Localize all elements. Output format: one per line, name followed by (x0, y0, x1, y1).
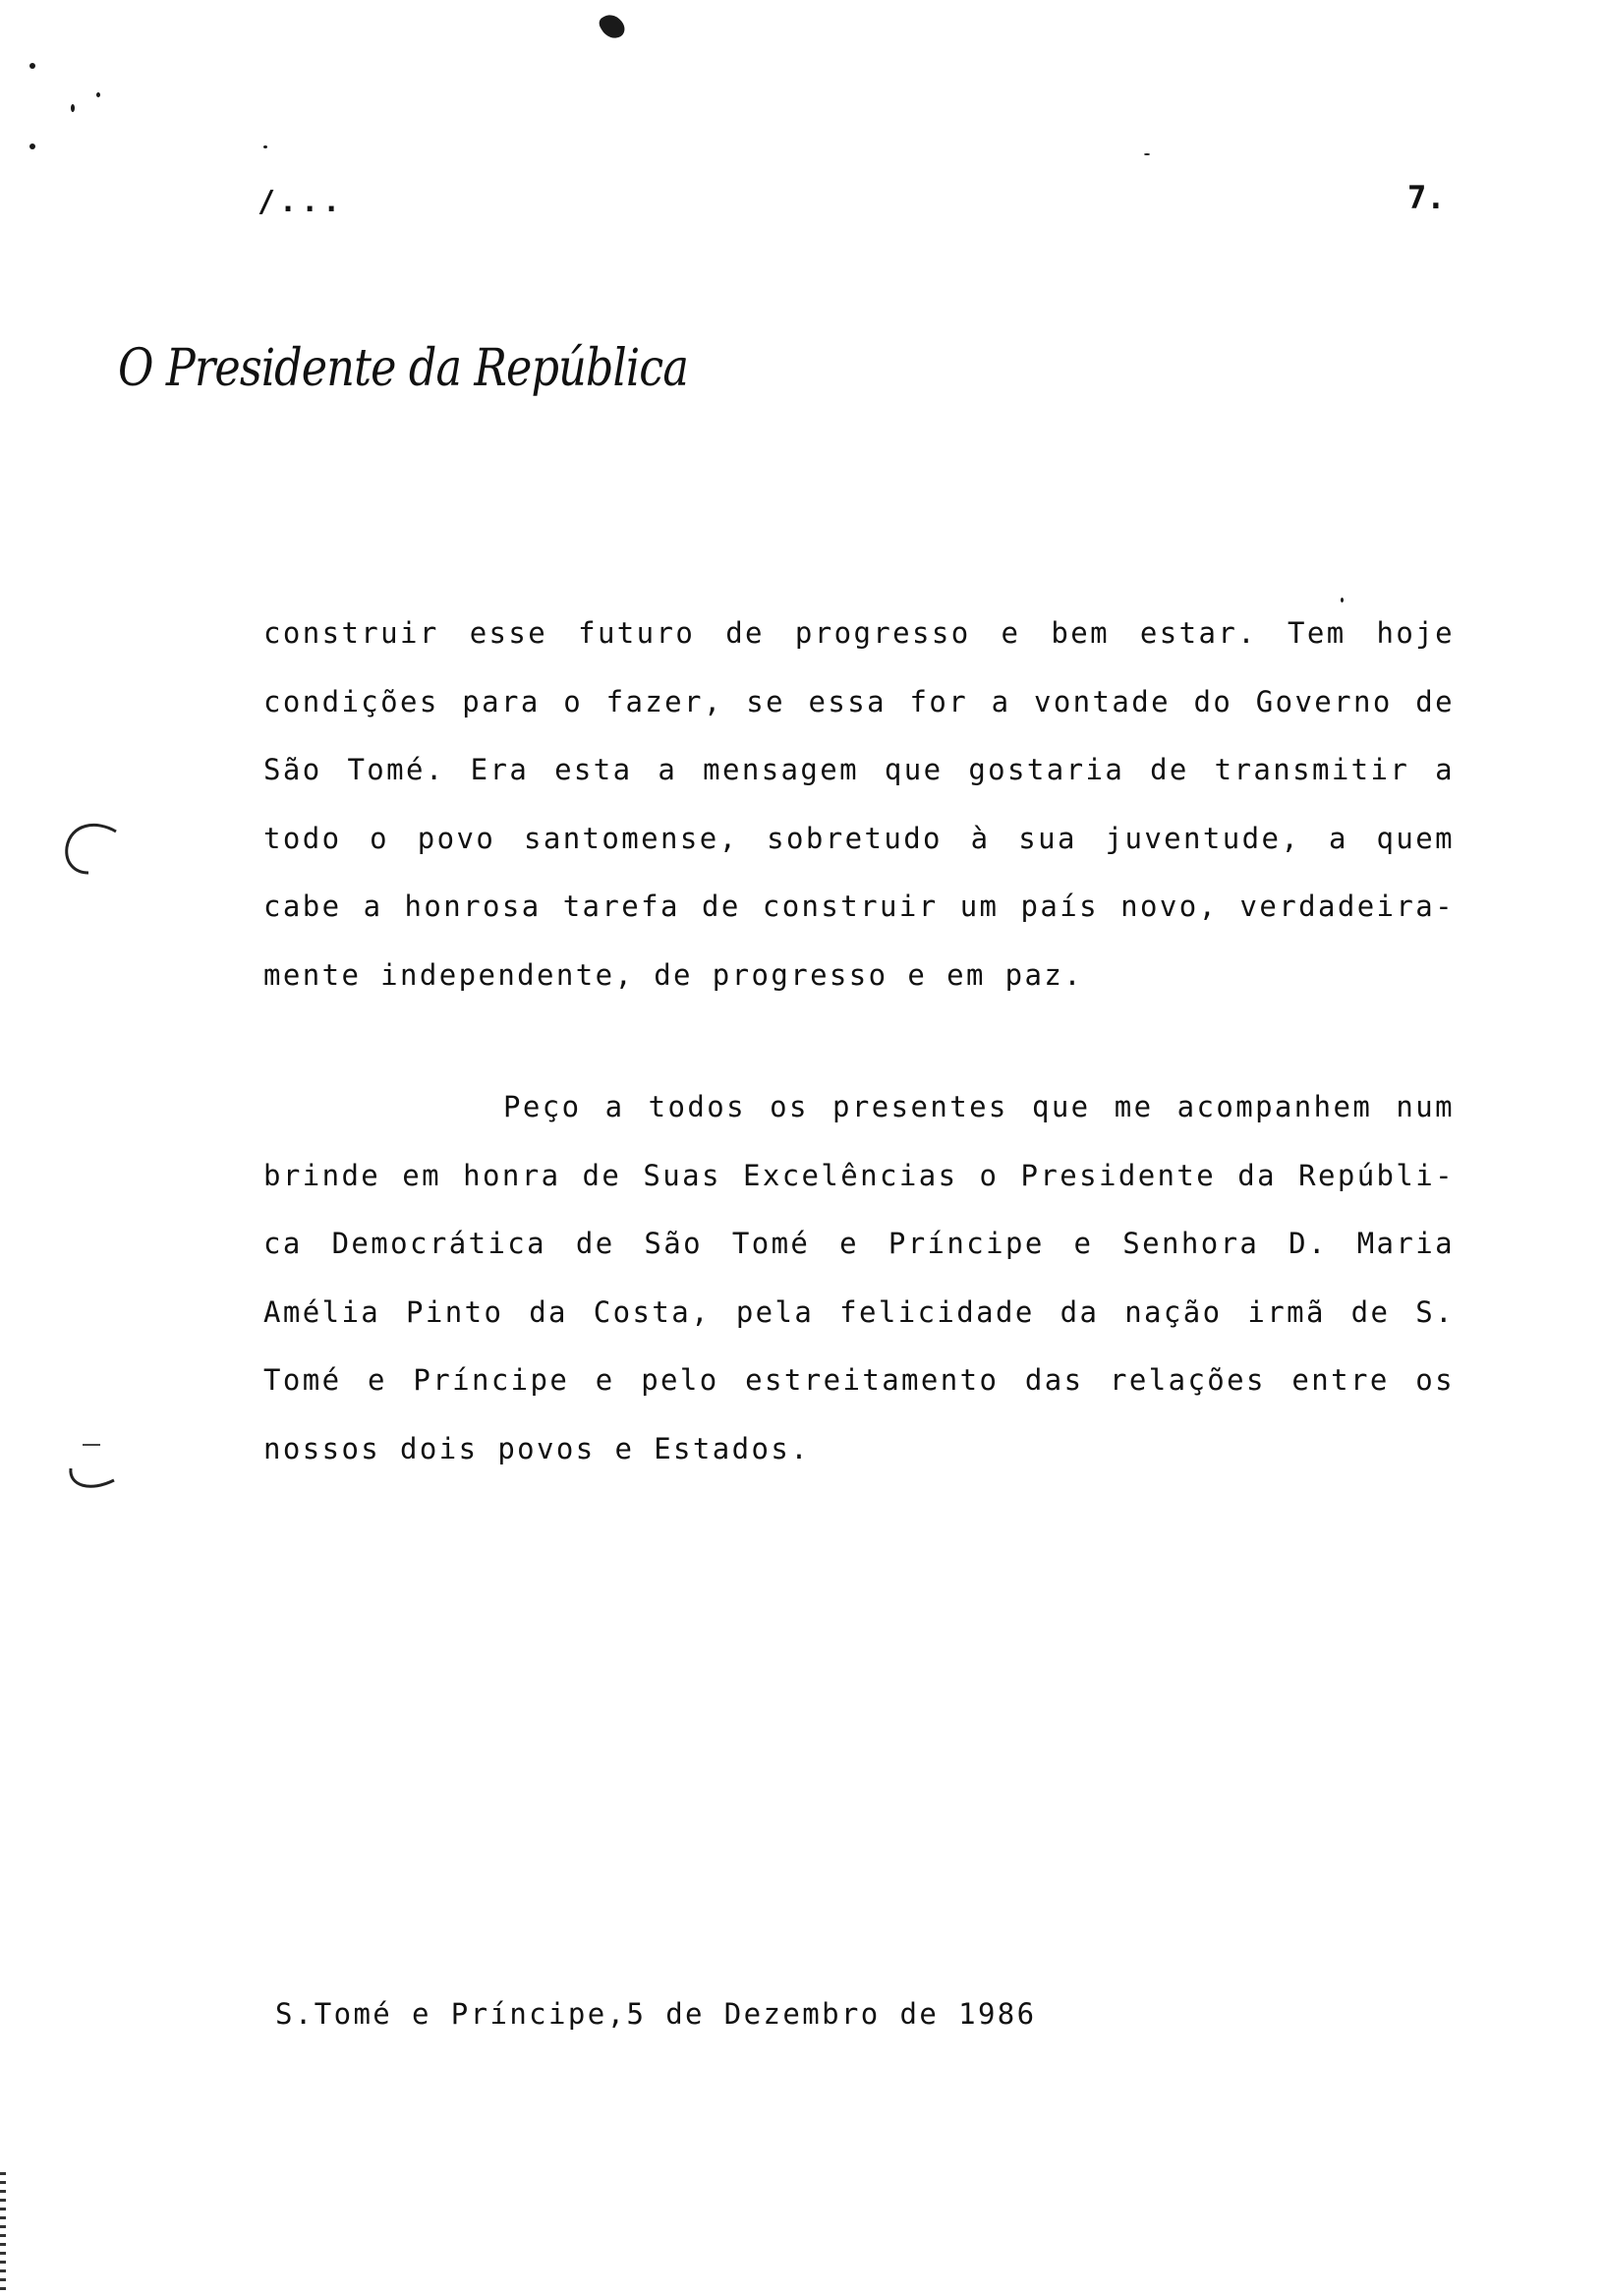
continuation-mark: /... (258, 185, 345, 219)
scan-speck (597, 10, 628, 43)
hole-punch-mark (61, 1435, 130, 1504)
scan-speck (29, 63, 35, 69)
body-paragraph: Peço a todos os presentes que me acompanhem num brinde em honra de Suas Excelências o Presidente da Repúbli-ca Democrática de São Tomé e Príncipe e Senhora D. Maria Amélia Pinto da Costa, pela felicidade da nação irmã de S. Tomé e Príncipe e pelo estreitamento das relações entre os nossos dois povos e Estados. (263, 1090, 1455, 1465)
scan-speck (29, 144, 35, 149)
page-number: 7. (1407, 179, 1446, 216)
scan-speck (96, 92, 100, 97)
scan-edge-mark (0, 2172, 6, 2296)
hole-punch-mark (57, 820, 126, 879)
scan-speck (71, 104, 75, 112)
body-paragraph: construir esse futuro de progresso e bem estar. Tem hoje condições para o fazer, se essa for a vontade do Governo de São Tomé. Era esta a mensagem que gostaria de transmitir a todo o povo santomense, sobretudo à sua juventude, a quem cabe a honrosa tarefa de construir um país novo, verdadeira-mente independente, de progresso e em paz. (263, 616, 1455, 992)
scan-speck (263, 145, 267, 148)
presidential-letterhead-script (112, 324, 702, 413)
svg-text:O Presidente da República: O Presidente da República (118, 339, 688, 398)
place-and-date: S.Tomé e Príncipe,5 de Dezembro de 1986 (275, 1997, 1037, 2031)
scan-speck (1144, 153, 1150, 155)
